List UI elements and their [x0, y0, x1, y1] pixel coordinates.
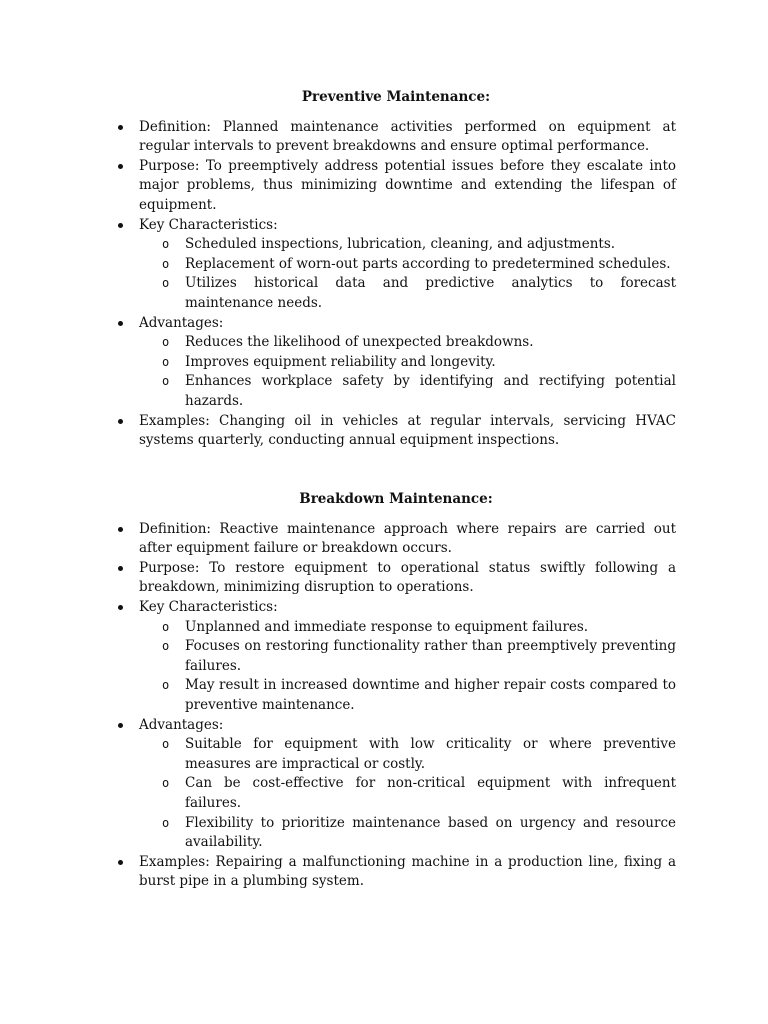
sub-list-item: o May result in increased downtime and higher repair costs compared to preventive maintenance. [139, 676, 676, 715]
breakdown-maintenance-section [116, 490, 676, 892]
section-title-breakdown: Breakdown Maintenance: [299, 491, 493, 507]
sub-list-item: o Focuses on restoring functionality rather than preemptively preventing failures. [139, 637, 676, 676]
breakdown-advantages-label: Advantages: [139, 716, 224, 733]
sub-list-item: o Unplanned and immediate response to equipment failures. [139, 618, 676, 638]
preventive-key-characteristics [116, 216, 676, 314]
breakdown-key-characteristics-list [139, 618, 676, 716]
preventive-advantages [116, 314, 676, 412]
sub-list-item: o Replacement of worn-out parts according to predetermined schedules. [139, 255, 676, 275]
preventive-bullet-list [116, 118, 676, 451]
sub-list-item: o Scheduled inspections, lubrication, cleaning, and adjustments. [139, 235, 676, 255]
sub-list-item: o Flexibility to prioritize maintenance based on urgency and resource availability. [139, 814, 676, 853]
sub-list-item: o Reduces the likelihood of unexpected breakdowns. [139, 333, 676, 353]
breakdown-bullet-list [116, 520, 676, 892]
preventive-maintenance-section [116, 88, 676, 451]
breakdown-definition: Definition: Reactive maintenance approach where repairs are carried out after equipment failure or breakdown occurs. [116, 520, 676, 559]
breakdown-advantages-list [139, 735, 676, 853]
preventive-purpose: Purpose: To preemptively address potential issues before they escalate into major problems, thus minimizing downtime and extending the lifespan of equipment. [116, 157, 676, 216]
preventive-examples: Examples: Changing oil in vehicles at regular intervals, servicing HVAC systems quarterly, conducting annual equipment inspections. [116, 412, 676, 451]
preventive-definition: Definition: Planned maintenance activities performed on equipment at regular intervals to prevent breakdowns and ensure optimal performance. [116, 118, 676, 157]
breakdown-purpose: Purpose: To restore equipment to operational status swiftly following a breakdown, minimizing disruption to operations. [116, 559, 676, 598]
breakdown-key-characteristics-label: Key Characteristics: [139, 598, 278, 615]
breakdown-examples: Examples: Repairing a malfunctioning machine in a production line, fixing a burst pipe in a plumbing system. [116, 853, 676, 892]
sub-list-item: o Suitable for equipment with low criticality or where preventive measures are impractical or costly. [139, 735, 676, 774]
preventive-advantages-list [139, 333, 676, 411]
sub-list-item: o Improves equipment reliability and longevity. [139, 353, 676, 373]
preventive-key-characteristics-list [139, 235, 676, 313]
sub-list-item: o Can be cost-effective for non-critical equipment with infrequent failures. [139, 774, 676, 813]
preventive-key-characteristics-label: Key Characteristics: [139, 216, 278, 233]
section-title-preventive: Preventive Maintenance: [301, 89, 491, 105]
sub-list-item: o Utilizes historical data and predictive analytics to forecast maintenance needs. [139, 274, 676, 313]
preventive-advantages-label: Advantages: [139, 314, 224, 331]
breakdown-key-characteristics [116, 598, 676, 716]
breakdown-advantages [116, 716, 676, 853]
sub-list-item: o Enhances workplace safety by identifying and rectifying potential hazards. [139, 372, 676, 411]
